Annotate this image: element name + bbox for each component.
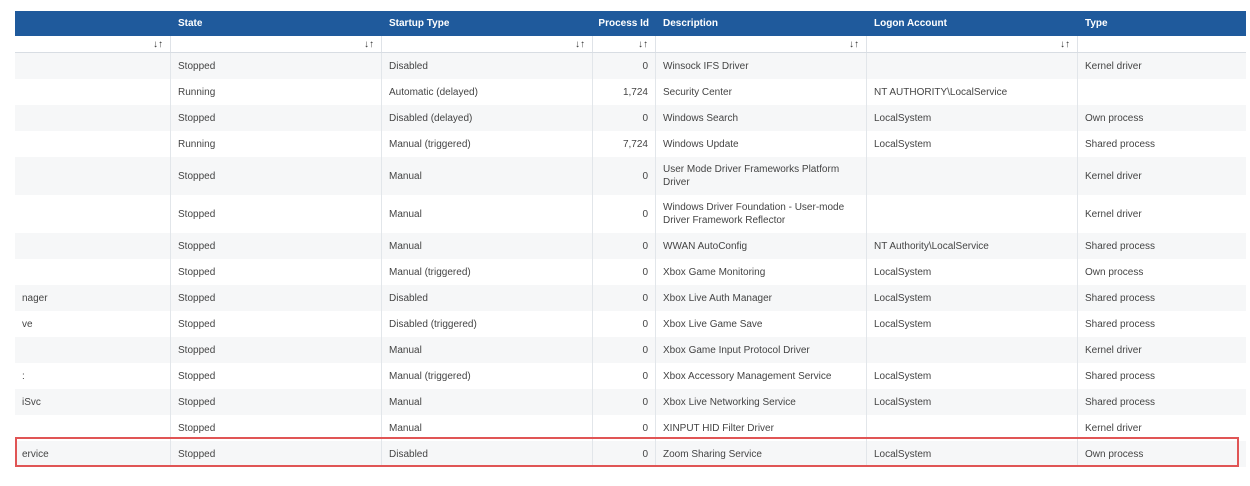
cell-type: Kernel driver — [1085, 60, 1142, 72]
cell-name — [15, 195, 171, 233]
sort-description-icon[interactable]: ↓↑ — [656, 36, 867, 52]
sort-name-icon[interactable]: ↓↑ — [15, 36, 171, 52]
sort-pid-icon[interactable]: ↓↑ — [593, 36, 656, 52]
cell-desc: Winsock IFS Driver — [656, 53, 867, 79]
cell-name: : — [15, 363, 171, 389]
cell-pid: 0 — [593, 105, 656, 131]
cell-logon — [867, 53, 1078, 79]
col-header-process-id[interactable]: Process Id — [598, 18, 649, 29]
cell-name: ervice — [15, 441, 171, 467]
cell-pid: 0 — [593, 337, 656, 363]
table-row[interactable] — [15, 337, 1246, 363]
cell-pid: 0 — [593, 363, 656, 389]
cell-name — [15, 157, 171, 195]
cell-desc: Xbox Live Auth Manager — [656, 285, 867, 311]
cell-logon: LocalSystem — [867, 259, 1078, 285]
cell-logon — [867, 415, 1078, 441]
cell-state: Stopped — [171, 233, 382, 259]
cell-type: Kernel driver — [1085, 344, 1142, 356]
cell-desc: Windows Driver Foundation - User-mode Driver Framework Reflector — [656, 195, 867, 233]
cell-state: Stopped — [171, 441, 382, 467]
cell-name — [15, 259, 171, 285]
table-row[interactable] — [15, 105, 1246, 131]
cell-startup: Manual (triggered) — [382, 131, 593, 157]
cell-startup: Disabled — [382, 441, 593, 467]
cell-state: Running — [171, 131, 382, 157]
cell-startup: Manual — [382, 233, 593, 259]
cell-name — [15, 415, 171, 441]
cell-logon: LocalSystem — [867, 285, 1078, 311]
sort-type-spacer — [1078, 36, 1246, 52]
table-row[interactable] — [15, 79, 1246, 105]
cell-state: Stopped — [171, 285, 382, 311]
cell-type: Own process — [1085, 112, 1144, 124]
cell-desc: User Mode Driver Frameworks Platform Driver — [656, 157, 867, 195]
cell-state: Stopped — [171, 311, 382, 337]
cell-desc: Zoom Sharing Service — [656, 441, 867, 467]
col-header-description[interactable]: Description — [663, 18, 719, 29]
cell-type: Shared process — [1085, 396, 1156, 408]
cell-type: Own process — [1085, 448, 1144, 460]
cell-type: Shared process — [1085, 138, 1156, 150]
cell-type: Shared process — [1085, 370, 1156, 382]
cell-pid: 0 — [593, 53, 656, 79]
cell-logon: LocalSystem — [867, 389, 1078, 415]
cell-desc: WWAN AutoConfig — [656, 233, 867, 259]
cell-desc: Windows Update — [656, 131, 867, 157]
col-header-state[interactable]: State — [178, 18, 203, 29]
cell-state: Stopped — [171, 363, 382, 389]
table-row[interactable] — [15, 157, 1246, 195]
cell-pid: 0 — [593, 195, 656, 233]
table-body — [15, 53, 1246, 467]
table-row[interactable] — [15, 259, 1246, 285]
cell-logon — [867, 157, 1078, 195]
cell-logon: NT Authority\LocalService — [867, 233, 1078, 259]
cell-state: Stopped — [171, 259, 382, 285]
cell-logon — [867, 337, 1078, 363]
cell-pid: 0 — [593, 389, 656, 415]
cell-type — [1078, 79, 1246, 105]
cell-startup: Manual (triggered) — [382, 259, 593, 285]
cell-pid: 0 — [593, 441, 656, 467]
sort-logon-icon[interactable]: ↓↑ — [867, 36, 1078, 52]
cell-logon: LocalSystem — [867, 105, 1078, 131]
cell-logon: LocalSystem — [867, 311, 1078, 337]
cell-state: Stopped — [171, 157, 382, 195]
sort-state-icon[interactable]: ↓↑ — [171, 36, 382, 52]
cell-name — [15, 105, 171, 131]
cell-startup: Manual — [382, 389, 593, 415]
table-row[interactable] — [15, 285, 1246, 311]
col-header-startup-type[interactable]: Startup Type — [389, 18, 450, 29]
cell-desc: Xbox Accessory Management Service — [656, 363, 867, 389]
cell-startup: Manual — [382, 415, 593, 441]
cell-pid: 0 — [593, 311, 656, 337]
cell-pid: 0 — [593, 157, 656, 195]
cell-name: iSvc — [15, 389, 171, 415]
table-row[interactable] — [15, 415, 1246, 441]
cell-name — [15, 79, 171, 105]
cell-type: Shared process — [1085, 318, 1156, 330]
services-table — [15, 11, 1246, 467]
cell-desc: XINPUT HID Filter Driver — [656, 415, 867, 441]
cell-state: Stopped — [171, 337, 382, 363]
col-header-type[interactable]: Type — [1085, 18, 1108, 29]
cell-desc: Xbox Live Networking Service — [656, 389, 867, 415]
table-row[interactable] — [15, 233, 1246, 259]
cell-pid: 0 — [593, 259, 656, 285]
cell-logon: NT AUTHORITY\LocalService — [867, 79, 1078, 105]
table-row[interactable] — [15, 53, 1246, 79]
cell-type: Kernel driver — [1085, 422, 1142, 434]
cell-name: ve — [15, 311, 171, 337]
cell-desc: Xbox Game Monitoring — [656, 259, 867, 285]
cell-startup: Manual — [382, 337, 593, 363]
cell-logon: LocalSystem — [867, 131, 1078, 157]
cell-logon: LocalSystem — [867, 441, 1078, 467]
cell-name — [15, 233, 171, 259]
table-row[interactable] — [15, 363, 1246, 389]
cell-desc: Windows Search — [656, 105, 867, 131]
table-row[interactable] — [15, 311, 1246, 337]
cell-type: Shared process — [1085, 240, 1156, 252]
table-row[interactable] — [15, 389, 1246, 415]
cell-type: Shared process — [1085, 292, 1156, 304]
table-row[interactable] — [15, 441, 1246, 467]
cell-state: Stopped — [171, 53, 382, 79]
cell-type: Kernel driver — [1085, 208, 1142, 220]
cell-startup: Disabled (delayed) — [382, 105, 593, 131]
cell-pid: 0 — [593, 233, 656, 259]
col-header-logon-account[interactable]: Logon Account — [874, 18, 947, 29]
cell-logon: LocalSystem — [867, 363, 1078, 389]
cell-startup: Manual — [382, 195, 593, 233]
cell-pid: 1,724 — [593, 79, 656, 105]
cell-name — [15, 337, 171, 363]
cell-startup: Manual (triggered) — [382, 363, 593, 389]
cell-startup: Disabled — [382, 285, 593, 311]
table-row[interactable] — [15, 195, 1246, 233]
cell-state: Running — [171, 79, 382, 105]
cell-desc: Security Center — [656, 79, 867, 105]
cell-state: Stopped — [171, 389, 382, 415]
cell-logon — [867, 195, 1078, 233]
table-header — [15, 11, 1246, 36]
cell-type: Kernel driver — [1085, 170, 1142, 182]
cell-state: Stopped — [171, 105, 382, 131]
sort-startup-icon[interactable]: ↓↑ — [382, 36, 593, 52]
cell-type: Own process — [1085, 266, 1144, 278]
cell-desc: Xbox Live Game Save — [656, 311, 867, 337]
cell-desc: Xbox Game Input Protocol Driver — [656, 337, 867, 363]
cell-name — [15, 53, 171, 79]
cell-pid: 7,724 — [593, 131, 656, 157]
cell-startup: Automatic (delayed) — [382, 79, 593, 105]
cell-startup: Disabled (triggered) — [382, 311, 593, 337]
col-header-name[interactable] — [15, 11, 171, 36]
cell-startup: Disabled — [382, 53, 593, 79]
cell-name: nager — [15, 285, 171, 311]
cell-pid: 0 — [593, 285, 656, 311]
cell-state: Stopped — [171, 415, 382, 441]
cell-name — [15, 131, 171, 157]
sort-row — [15, 36, 1246, 53]
cell-startup: Manual — [382, 157, 593, 195]
cell-pid: 0 — [593, 415, 656, 441]
table-row[interactable] — [15, 131, 1246, 157]
cell-state: Stopped — [171, 195, 382, 233]
